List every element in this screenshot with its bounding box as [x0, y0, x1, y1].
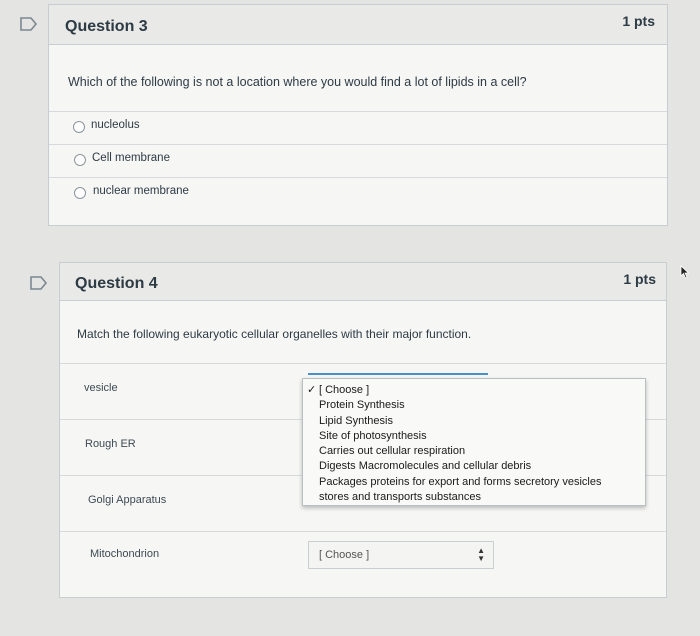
- select-value: [ Choose ]: [319, 549, 370, 561]
- radio-button[interactable]: [74, 187, 86, 199]
- question-prompt: Which of the following is not a location where you would find a lot of lipids in a cell?: [68, 75, 527, 89]
- answer-option[interactable]: [49, 111, 667, 143]
- answer-label: Cell membrane: [92, 152, 170, 164]
- answer-option[interactable]: [49, 177, 667, 209]
- dropdown-option[interactable]: Protein Synthesis: [319, 399, 405, 412]
- mitochondrion-select[interactable]: [308, 541, 494, 569]
- radio-button[interactable]: [73, 121, 85, 133]
- radio-button[interactable]: [74, 154, 86, 166]
- answer-option[interactable]: [49, 144, 667, 176]
- answer-label: nucleolus: [91, 119, 140, 131]
- match-item-label: vesicle: [84, 382, 118, 394]
- question-prompt: Match the following eukaryotic cellular organelles with their major function.: [77, 327, 472, 341]
- question-3-header: [49, 5, 667, 45]
- bookmark-question-4-icon[interactable]: [30, 275, 48, 291]
- selected-check-icon: ✓: [307, 384, 317, 396]
- dropdown-option[interactable]: Packages proteins for export and forms secretory vesicles: [319, 475, 602, 488]
- question-4-header: [60, 263, 666, 301]
- dropdown-option[interactable]: ✓ [ Choose ]: [303, 383, 645, 398]
- question-3-card: [48, 4, 668, 226]
- question-title: Question 3: [65, 18, 148, 35]
- answer-label: nuclear membrane: [93, 185, 189, 197]
- dropdown-option[interactable]: Digests Macromolecules and cellular debris: [319, 460, 532, 473]
- bookmark-question-3-icon[interactable]: [20, 16, 38, 32]
- vesicle-dropdown-list[interactable]: [302, 378, 646, 506]
- dropdown-option[interactable]: Carries out cellular respiration: [319, 445, 466, 458]
- match-item-label: Mitochondrion: [90, 548, 160, 560]
- match-item-label: Golgi Apparatus: [88, 494, 167, 506]
- match-item-label: Rough ER: [85, 438, 136, 450]
- dropdown-option[interactable]: stores and transports substances: [319, 491, 482, 504]
- select-arrows-icon: ▲ ▼: [477, 546, 485, 563]
- question-title: Question 4: [75, 275, 158, 292]
- dropdown-focus-line: [308, 373, 488, 375]
- question-points: 1 pts: [622, 13, 655, 29]
- mouse-cursor-icon: [680, 265, 690, 284]
- question-points: 1 pts: [623, 271, 656, 287]
- dropdown-option[interactable]: Site of photosynthesis: [319, 429, 427, 442]
- dropdown-option[interactable]: Lipid Synthesis: [319, 414, 393, 427]
